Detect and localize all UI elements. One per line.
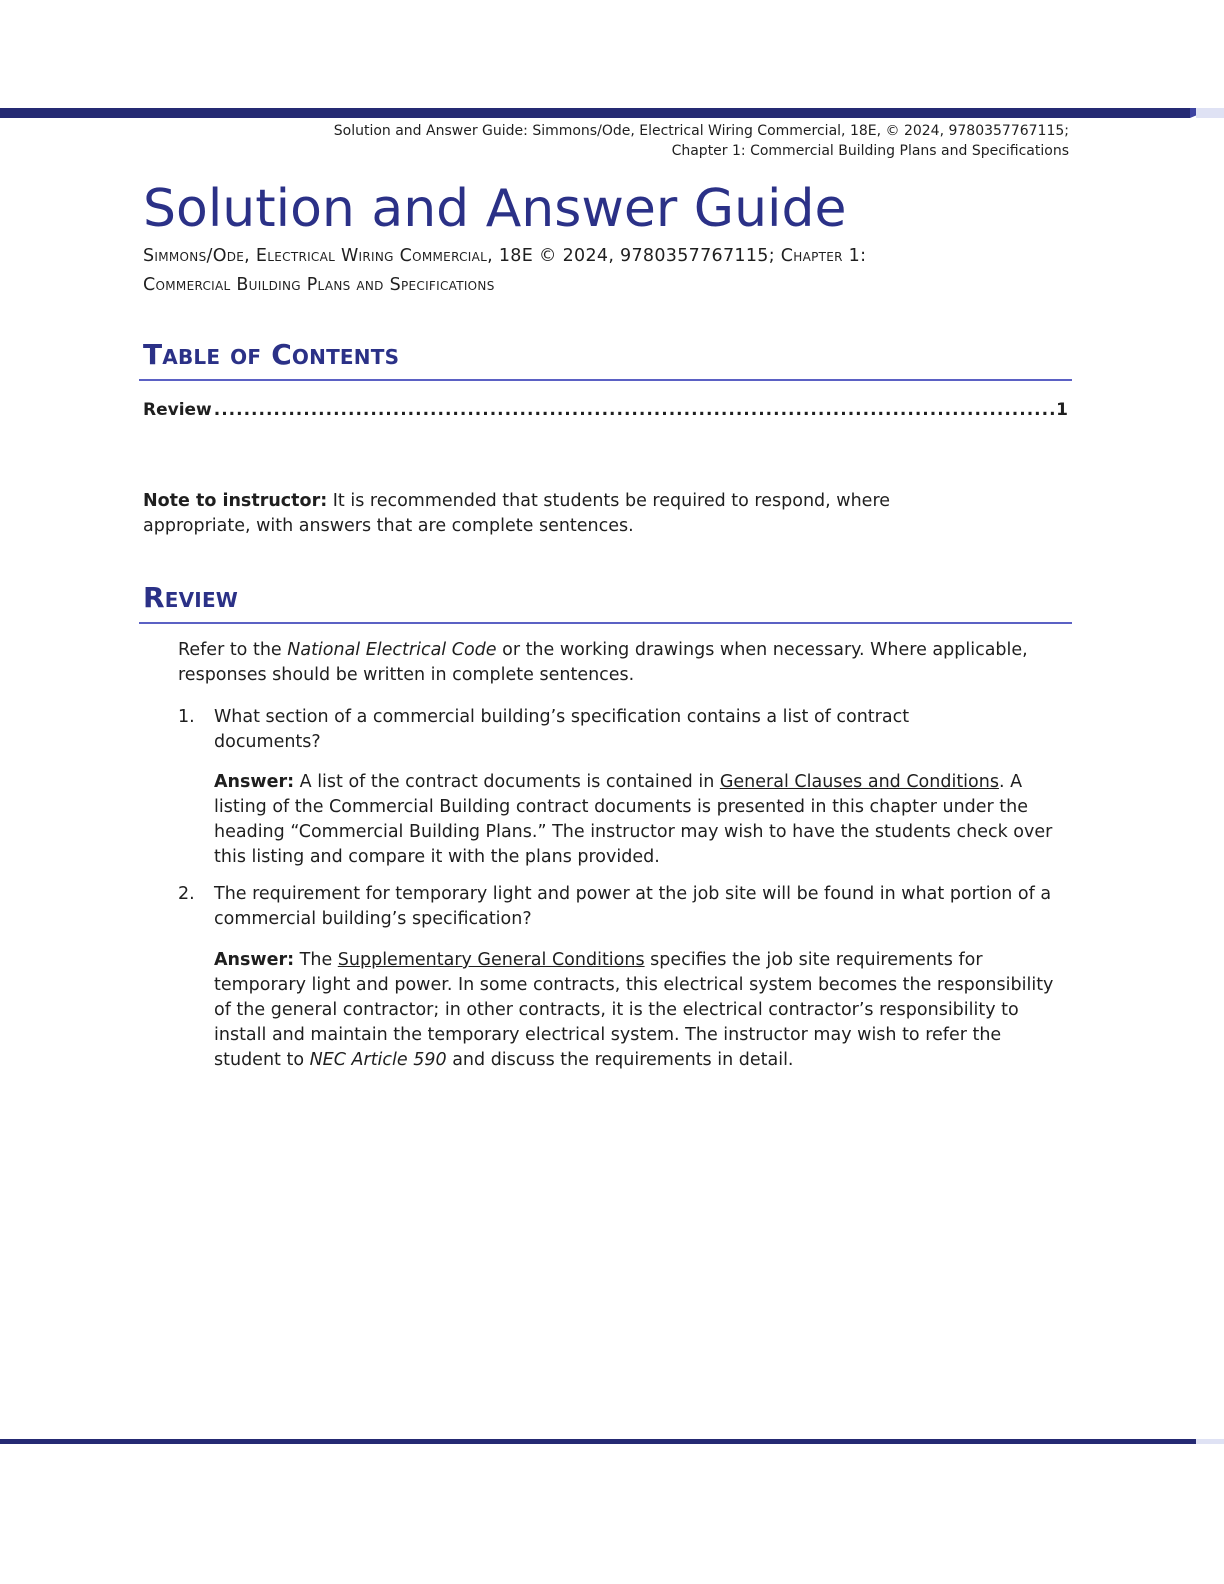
document-subtitle [143,242,1083,300]
review-intro-text-end: or the working drawings when necessary. Where applicable, responses should be written in complete sentences. [178,640,1028,685]
bottom-decorative-bar [0,1439,1196,1444]
toc-entry-label: Review [143,400,212,420]
review-intro [178,638,1038,688]
subtitle-line1: Simmons/Ode, Electrical Wiring Commercial, 18E © 2024, 9780357767115; Chapter 1: [143,246,867,266]
answer-2-text-end: and discuss the requirements in detail. [446,1050,794,1070]
answer-label: Answer: [214,772,295,792]
question-number-2: 2. [178,884,195,904]
toc-entry-page: 1 [1056,400,1068,420]
bottom-bar-end-accent [1196,1439,1224,1444]
question-2: The requirement for temporary light and power at the job site will be found in what portion of a commercial building’s specification? [214,884,1052,929]
top-bar-end-accent [1196,108,1224,118]
toc-heading: Table of Contents [143,338,400,371]
toc-dot-leader [214,397,1054,423]
toc-heading-rule [139,379,1072,381]
question-1: What section of a commercial building’s specification contains a list of contract documents? [214,707,910,752]
answer-1-underlined-term: General Clauses and Conditions [719,772,999,792]
answer-1 [214,770,1072,870]
nec-article-reference: NEC Article 590 [309,1050,447,1070]
answer-2 [214,948,1072,1073]
document-title: Solution and Answer Guide [143,179,847,239]
review-heading-rule [139,622,1072,624]
answer-2-underlined-term: Supplementary General Conditions [337,950,645,970]
running-header [334,121,1069,161]
answer-2-text: The [294,950,338,970]
nec-title: National Electrical Code [287,640,497,660]
answer-1-text-end: . A listing of the Commercial Building contract documents is presented in this chapter under the heading “Commercial Building Plans.” The instructor may wish to have the students check over this listing and compare it with the plans provided. [214,772,1053,867]
top-decorative-bar [0,108,1190,118]
subtitle-line2: Commercial Building Plans and Specifications [143,275,495,295]
review-heading: Review [143,581,239,614]
instructor-note [143,489,1003,539]
answer-1-text: A list of the contract documents is contained in [294,772,720,792]
review-intro-text: Refer to the [178,640,288,660]
toc-entry-review[interactable] [143,397,1068,423]
instructor-note-label: Note to instructor: [143,491,328,511]
running-header-line1: Solution and Answer Guide: Simmons/Ode, Electrical Wiring Commercial, 18E, © 2024, 9780357767115; [333,123,1069,139]
running-header-line2: Chapter 1: Commercial Building Plans and Specifications [671,143,1069,159]
question-number-1: 1. [178,707,195,727]
instructor-note-text: It is recommended that students be required to respond, where appropriate, with answers that are complete sentences. [143,491,891,536]
answer-2-text-mid: specifies the job site requirements for temporary light and power. In some contracts, this electrical system becomes the responsibility of the general contractor; in other contracts, it is the electrical contractor’s responsibility to install and maintain the temporary electrical system. The instructor may wish to refer the student to [214,950,1054,1070]
answer-label: Answer: [214,950,295,970]
